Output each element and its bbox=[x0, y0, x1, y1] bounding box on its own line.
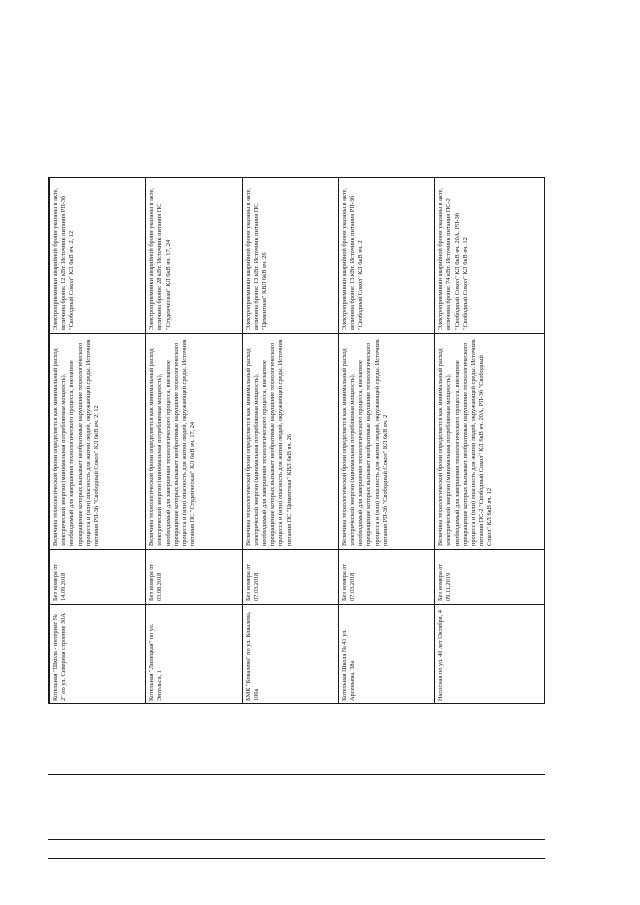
reserve-table bbox=[48, 177, 545, 704]
cell-document: Без номера от 09.11.2019 bbox=[435, 550, 545, 605]
table-row bbox=[242, 178, 338, 705]
cell-object: Котельная Школа № 41 ул. Арсеньева, 38а bbox=[338, 605, 434, 705]
cell-object: Котельная "Липецкая" по ул. Энгельса, 1 bbox=[146, 605, 242, 705]
cell-object: Насосная по ул. 40 лет Октября, 4 bbox=[435, 605, 545, 705]
cell-definition: Величина технологической брони определяется как минимальный расход электрической энергии (минимальная потребляемая мощность), необходимый для завершения технологического процесса, внезапное прекращение которых вызывает необратимые нарушение технологического процесса и (или) опасность для жизни людей, окружающей среды. Источник питания ПС-2 "Свободный Сокол" КЛ 6кВ яч. 20А, РП-3б "Свободный Сокол" КЛ 6кВ яч. 12 bbox=[435, 334, 545, 550]
table-row bbox=[50, 178, 146, 705]
table-row bbox=[146, 178, 242, 705]
cell-document: Без номера от 07.03.2018 bbox=[242, 550, 338, 605]
cell-document: Без номера от 14.09.2018 bbox=[50, 550, 146, 605]
cell-remark: Электроприемники аварийной брони указаны в акте, величина брони: 28 кВт. Источник питания ПС "Студенческая" КЛ 6кВ яч. 17, 24 bbox=[146, 178, 242, 334]
table-row bbox=[338, 178, 434, 705]
cell-document: Без номера от 07.03.2018 bbox=[338, 550, 434, 605]
horizontal-rule bbox=[48, 774, 545, 775]
cell-remark: Электроприемники аварийной брони указаны в акте, величина брони: 13 кВт. Источник питания РП-3б "Свободный Сокол" КЛ 6кВ яч. 2 bbox=[338, 178, 434, 334]
cell-definition: Величина технологической брони определяется как минимальный расход электрической энергии (минимальная потребляемая мощность), необходимый для завершения технологического процесса, внезапное прекращение которых вызывает необратимые нарушение технологического процесса и (или) опасность для жизни людей, окружающей среды. Источник питания ПС "Циментная" КВЛ 6кВ яч. 26 bbox=[242, 334, 338, 550]
cell-definition: Величина технологической брони определяется как минимальный расход электрической энергии (минимальная потребляемая мощность), необходимый для завершения технологического процесса, внезапное прекращение которых вызывает необратимые нарушение технологического процесса и (или) опасность для жизни людей, окружающей среды. Источник питания РП-3б "Свободный Сокол" КЛ 6кВ яч. 2 bbox=[338, 334, 434, 550]
horizontal-rule bbox=[48, 839, 545, 840]
cell-remark: Электроприемники аварийной брони указаны в акте, величина брони: 74 кВт. Источник питания ПС-2 "Свободный Сокол" КЛ 6кВ яч. 20А, РП-3б "Свободный Сокол" КЛ 6кВ яч. 12 bbox=[435, 178, 545, 334]
table-row bbox=[435, 178, 545, 705]
cell-remark: Электроприемники аварийной брони указаны в акте, величина брони: 13 кВт. Источник питания ПС "Цементная" КВЛ 6кВ яч. 26 bbox=[242, 178, 338, 334]
cell-definition: Величина технологической брони определяется как минимальный расход электрической энергии (минимальная потребляемая мощность), необходимый для завершения технологического процесса, внезапное прекращение которых вызывает необратимые нарушение технологического процесса и (или) опасность для жизни людей, окружающей среды. Источник питания РП-3б "Свободный Сокол" КЛ 6кВ яч. 2, 12 bbox=[50, 334, 146, 550]
cell-document: Без номера от 03.08.2018 bbox=[146, 550, 242, 605]
cell-remark: Электроприемники аварийной брони указаны в акте, величина брони: 12 кВт. Источник питания РП-3б "Свободный Сокол" КЛ 6кВ яч. 2, 12 bbox=[50, 178, 146, 334]
horizontal-rule bbox=[48, 858, 545, 859]
cell-object: Котельная "Школа - интернат № 2" по ул. Северная строение 30А bbox=[50, 605, 146, 705]
reserve-table-grid bbox=[49, 177, 545, 704]
rotated-table-content bbox=[49, 178, 545, 704]
cell-object: БМК "Ковалева" по ул. Ковалева, 106а bbox=[242, 605, 338, 705]
cell-definition: Величина технологической брони определяется как минимальный расход электрической энергии (минимальная потребляемая мощность), необходимый для завершения технологического процесса, внезапное прекращение которых вызывает необратимые нарушение технологического процесса и (или) опасность для жизни людей, окружающей среды. Источник питания ПС "Студенческая" КЛ 6кВ яч. 17, 24 bbox=[146, 334, 242, 550]
